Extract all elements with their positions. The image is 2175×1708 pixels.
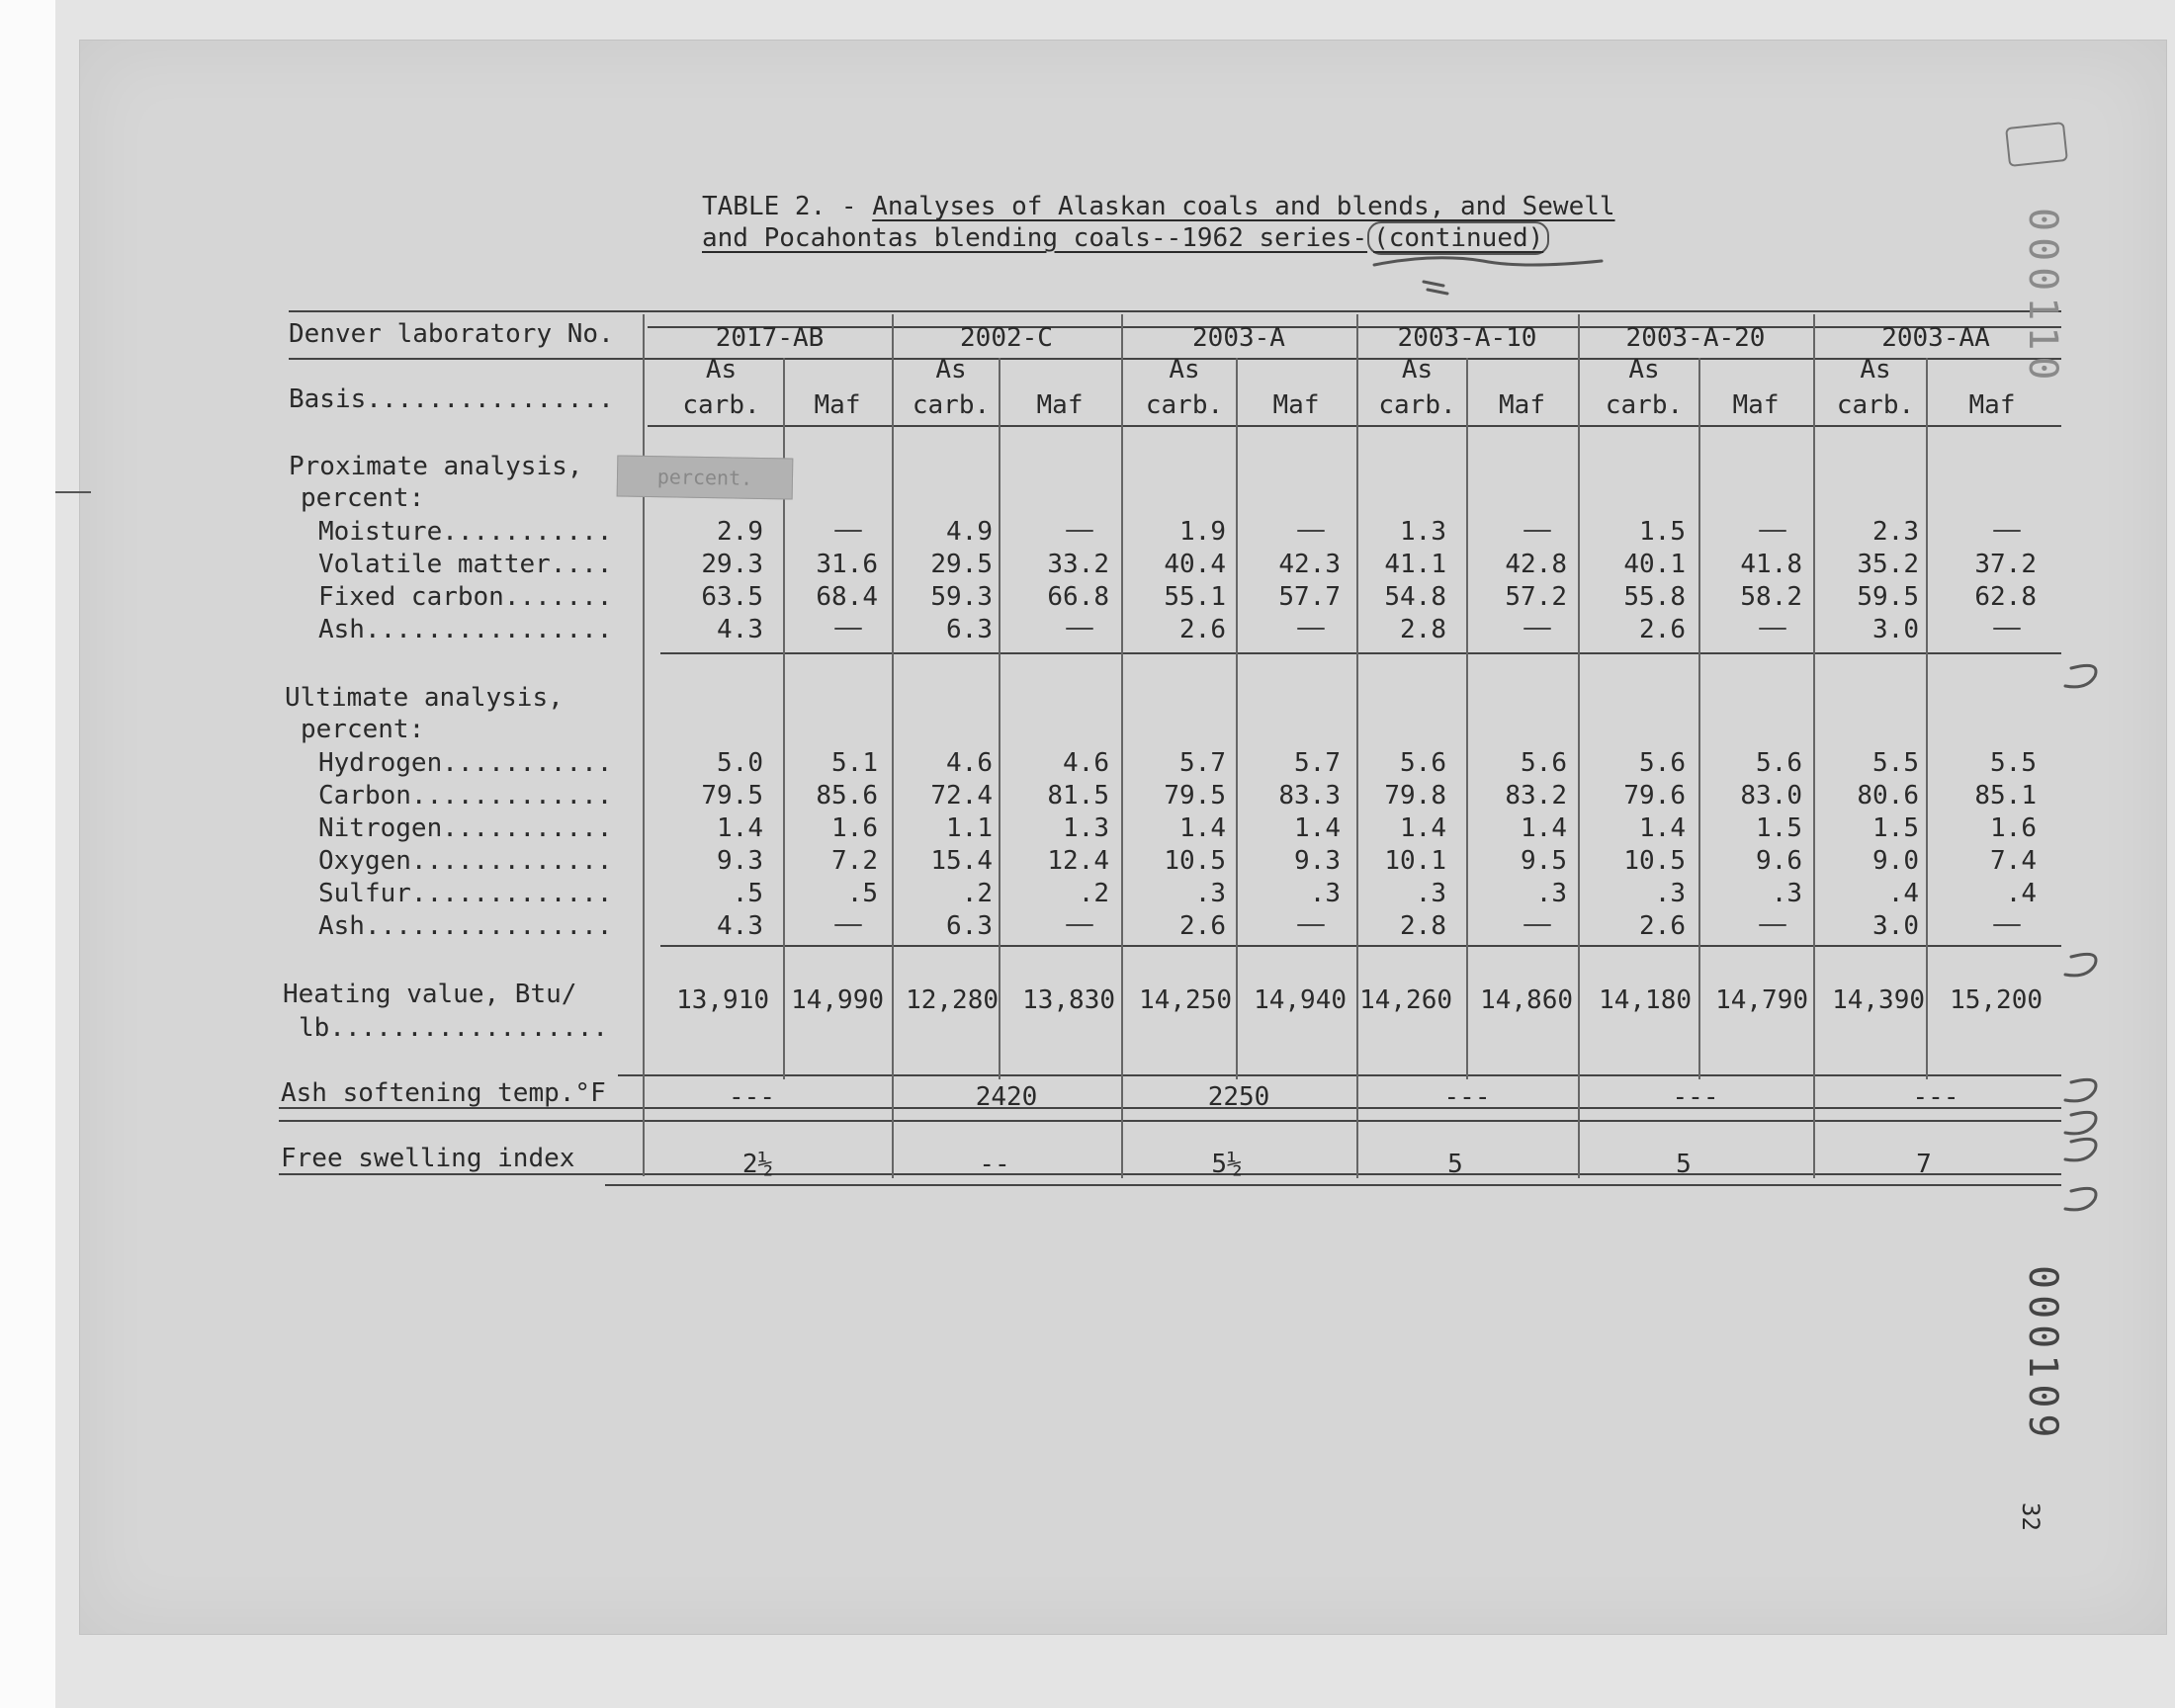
proximate-cell: 4.3 bbox=[717, 615, 763, 644]
ultimate-cell: .3 bbox=[1771, 879, 1802, 908]
sample-id-header: 2003-A bbox=[1192, 323, 1285, 353]
heating-value-cell: 13,830 bbox=[1022, 985, 1115, 1015]
lab-number-label: Denver laboratory No. bbox=[289, 319, 614, 349]
ultimate-cell: 1.3 bbox=[1063, 813, 1109, 843]
proximate-cell: 37.2 bbox=[1974, 550, 2037, 579]
proximate-cell: 66.8 bbox=[1047, 582, 1109, 612]
ultimate-row-label: Ash................ bbox=[318, 911, 613, 941]
basis-label: Basis................ bbox=[289, 384, 614, 414]
ultimate-cell: .4 bbox=[1887, 879, 1919, 908]
title-continued: (continued) bbox=[1367, 221, 1549, 255]
heating-value-cell: 14,180 bbox=[1599, 985, 1692, 1015]
ultimate-cell: 83.2 bbox=[1505, 781, 1567, 811]
proximate-cell: 63.5 bbox=[701, 582, 763, 612]
ultimate-cell: .5 bbox=[732, 879, 763, 908]
ultimate-cell: 1.5 bbox=[1756, 813, 1802, 843]
ultimate-heading: Ultimate analysis, bbox=[285, 683, 564, 713]
ultimate-cell: 5.5 bbox=[1872, 748, 1919, 778]
pen-check-mark bbox=[2065, 665, 2096, 687]
ultimate-cell: 2.6 bbox=[1639, 911, 1686, 941]
ultimate-cell: 79.8 bbox=[1384, 781, 1446, 811]
ultimate-cell: 85.6 bbox=[816, 781, 878, 811]
proximate-row-label: Moisture........... bbox=[318, 517, 613, 547]
heating-value-label: Heating value, Btu/ bbox=[283, 980, 577, 1009]
side-number: 000109 bbox=[2020, 1265, 2065, 1444]
proximate-cell: 6.3 bbox=[946, 615, 993, 644]
proximate-percent-label: percent: bbox=[301, 483, 425, 513]
ultimate-cell: 1.4 bbox=[1179, 813, 1226, 843]
proximate-cell: 41.1 bbox=[1384, 550, 1446, 579]
heating-value-cell: 14,990 bbox=[791, 985, 884, 1015]
proximate-cell: 2.3 bbox=[1872, 517, 1919, 547]
ultimate-cell: 1.4 bbox=[1400, 813, 1446, 843]
ultimate-cell: 5.6 bbox=[1639, 748, 1686, 778]
heating-value-cell: 14,390 bbox=[1832, 985, 1925, 1015]
ultimate-cell: 4.6 bbox=[946, 748, 993, 778]
ultimate-row-label: Nitrogen........... bbox=[318, 813, 613, 843]
sample-id-header: 2003-AA bbox=[1881, 323, 1990, 353]
basis-maf: Maf bbox=[1968, 390, 2016, 420]
ultimate-cell: 4.3 bbox=[717, 911, 763, 941]
basis-maf: Maf bbox=[1272, 390, 1320, 420]
proximate-cell: 55.1 bbox=[1164, 582, 1226, 612]
ultimate-cell: 10.5 bbox=[1623, 846, 1686, 876]
ultimate-cell: 1.5 bbox=[1872, 813, 1919, 843]
basis-as-carb-bottom: carb. bbox=[1378, 390, 1456, 420]
ultimate-cell: 1.1 bbox=[946, 813, 993, 843]
ultimate-cell: 5.6 bbox=[1756, 748, 1802, 778]
ultimate-cell: 10.1 bbox=[1384, 846, 1446, 876]
basis-as-carb-top: As bbox=[1401, 355, 1434, 384]
ultimate-cell: .3 bbox=[1309, 879, 1341, 908]
sample-id-header: 2003-A-20 bbox=[1625, 323, 1766, 353]
ultimate-cell: 1.6 bbox=[831, 813, 878, 843]
ultimate-cell: 9.3 bbox=[1294, 846, 1341, 876]
basis-as-carb-top: As bbox=[1860, 355, 1891, 384]
proximate-cell: 2.8 bbox=[1400, 615, 1446, 644]
free-swelling-value: 5 bbox=[1676, 1150, 1692, 1179]
ultimate-cell: .3 bbox=[1654, 879, 1686, 908]
ultimate-cell: 9.6 bbox=[1756, 846, 1802, 876]
basis-maf: Maf bbox=[1499, 390, 1545, 420]
ultimate-cell: 83.3 bbox=[1278, 781, 1341, 811]
ash-softening-value: 2420 bbox=[975, 1082, 1038, 1112]
ultimate-cell: 79.6 bbox=[1623, 781, 1686, 811]
heating-value-cell: 14,860 bbox=[1480, 985, 1573, 1015]
proximate-cell: 59.5 bbox=[1857, 582, 1919, 612]
proximate-cell: 4.9 bbox=[946, 517, 993, 547]
proximate-cell: 2.6 bbox=[1639, 615, 1686, 644]
proximate-cell: 35.2 bbox=[1857, 550, 1919, 579]
proximate-cell: 3.0 bbox=[1872, 615, 1919, 644]
ash-softening-value: 2250 bbox=[1207, 1082, 1270, 1112]
proximate-cell: 2.9 bbox=[717, 517, 763, 547]
proximate-cell: 42.3 bbox=[1278, 550, 1341, 579]
proximate-cell: 1.5 bbox=[1639, 517, 1686, 547]
basis-as-carb-bottom: carb. bbox=[1145, 390, 1224, 420]
free-swelling-label: Free swelling index bbox=[281, 1144, 575, 1173]
ultimate-cell: 1.4 bbox=[1639, 813, 1686, 843]
basis-as-carb-bottom: carb. bbox=[1836, 390, 1915, 420]
ash-softening-value: --- bbox=[729, 1082, 775, 1112]
free-swelling-value: -- bbox=[979, 1150, 1010, 1179]
pen-check-mark bbox=[2065, 1188, 2096, 1210]
sample-id-header: 2003-A-10 bbox=[1397, 323, 1537, 353]
ultimate-cell: 5.7 bbox=[1294, 748, 1341, 778]
proximate-row-label: Fixed carbon....... bbox=[318, 582, 613, 612]
ultimate-cell: 79.5 bbox=[701, 781, 763, 811]
page-number: 32 bbox=[2017, 1502, 2044, 1531]
heating-value-cell: 14,790 bbox=[1715, 985, 1808, 1015]
proximate-cell: 55.8 bbox=[1623, 582, 1686, 612]
basis-as-carb-top: As bbox=[935, 355, 967, 384]
proximate-cell: 42.8 bbox=[1505, 550, 1567, 579]
heating-value-cell: 12,280 bbox=[906, 985, 999, 1015]
ultimate-row-label: Sulfur............. bbox=[318, 879, 613, 908]
ultimate-cell: 4.6 bbox=[1063, 748, 1109, 778]
ultimate-cell: 85.1 bbox=[1974, 781, 2037, 811]
proximate-cell: 62.8 bbox=[1974, 582, 2037, 612]
ultimate-cell: 6.3 bbox=[946, 911, 993, 941]
title-line-2: and Pocahontas blending coals--1962 series- bbox=[702, 223, 1368, 253]
ash-softening-value: --- bbox=[1672, 1082, 1719, 1112]
title-prefix: TABLE 2. - bbox=[702, 192, 873, 221]
ultimate-cell: 9.3 bbox=[717, 846, 763, 876]
ultimate-cell: 1.4 bbox=[1521, 813, 1567, 843]
ultimate-cell: 9.0 bbox=[1872, 846, 1919, 876]
basis-maf: Maf bbox=[1036, 390, 1084, 420]
proximate-row-label: Volatile matter.... bbox=[318, 550, 613, 579]
ultimate-cell: .4 bbox=[2005, 879, 2037, 908]
proximate-cell: 40.1 bbox=[1623, 550, 1686, 579]
proximate-row-label: Ash................ bbox=[318, 615, 613, 644]
proximate-cell: 68.4 bbox=[816, 582, 878, 612]
proximate-cell: 58.2 bbox=[1740, 582, 1802, 612]
basis-as-carb-top: As bbox=[1169, 355, 1200, 384]
basis-maf: Maf bbox=[1732, 390, 1780, 420]
basis-as-carb-top: As bbox=[705, 355, 738, 384]
free-swelling-value: 5 bbox=[1447, 1150, 1463, 1179]
ultimate-cell: 15.4 bbox=[930, 846, 993, 876]
ultimate-cell: .2 bbox=[961, 879, 993, 908]
free-swelling-value: 5½ bbox=[1211, 1150, 1243, 1179]
proximate-cell: 31.6 bbox=[816, 550, 878, 579]
ultimate-cell: 5.1 bbox=[831, 748, 878, 778]
ultimate-cell: .5 bbox=[846, 879, 878, 908]
proximate-cell: 40.4 bbox=[1164, 550, 1226, 579]
ultimate-cell: .2 bbox=[1078, 879, 1109, 908]
ultimate-cell: 80.6 bbox=[1857, 781, 1919, 811]
sample-id-header: 2002-C bbox=[960, 323, 1053, 353]
title-line-1: Analyses of Alaskan coals and blends, and Sewell bbox=[872, 192, 1615, 221]
ultimate-cell: 5.0 bbox=[717, 748, 763, 778]
ultimate-cell: .3 bbox=[1194, 879, 1226, 908]
free-swelling-value: 2½ bbox=[741, 1150, 774, 1179]
proximate-cell: 59.3 bbox=[930, 582, 993, 612]
ultimate-percent-label: percent: bbox=[301, 715, 425, 744]
ultimate-cell: .3 bbox=[1415, 879, 1446, 908]
proximate-cell: 33.2 bbox=[1047, 550, 1109, 579]
heating-value-cell: 14,940 bbox=[1254, 985, 1347, 1015]
ultimate-cell: 83.0 bbox=[1740, 781, 1802, 811]
pen-check-mark bbox=[2065, 954, 2096, 976]
ultimate-cell: .3 bbox=[1535, 879, 1567, 908]
ultimate-cell: 1.6 bbox=[1990, 813, 2037, 843]
proximate-cell: 1.9 bbox=[1179, 517, 1226, 547]
ultimate-cell: 2.8 bbox=[1400, 911, 1446, 941]
free-swelling-value: 7 bbox=[1916, 1150, 1932, 1179]
pen-check-mark bbox=[2065, 1079, 2096, 1101]
ultimate-cell: 81.5 bbox=[1047, 781, 1109, 811]
ash-softening-label: Ash softening temp.°F bbox=[281, 1078, 606, 1108]
ultimate-row-label: Carbon............. bbox=[318, 781, 613, 811]
ultimate-cell: 7.2 bbox=[831, 846, 878, 876]
ultimate-cell: 79.5 bbox=[1164, 781, 1226, 811]
ash-softening-value: --- bbox=[1912, 1082, 1959, 1112]
proximate-cell: 1.3 bbox=[1400, 517, 1446, 547]
proximate-cell: 41.8 bbox=[1740, 550, 1802, 579]
ultimate-row-label: Hydrogen........... bbox=[318, 748, 613, 778]
basis-as-carb-bottom: carb. bbox=[1605, 390, 1684, 420]
heating-value-cell: 14,260 bbox=[1359, 985, 1452, 1015]
basis-as-carb-top: As bbox=[1628, 355, 1660, 384]
ultimate-cell: 5.6 bbox=[1400, 748, 1446, 778]
ultimate-row-label: Oxygen............. bbox=[318, 846, 613, 876]
sample-id-header: 2017-AB bbox=[715, 323, 825, 353]
ultimate-cell: 2.6 bbox=[1179, 911, 1226, 941]
heating-value-unit: lb.................. bbox=[299, 1013, 609, 1043]
proximate-cell: 29.3 bbox=[701, 550, 763, 579]
basis-as-carb-bottom: carb. bbox=[912, 390, 991, 420]
proximate-cell: 57.2 bbox=[1505, 582, 1567, 612]
ultimate-cell: 3.0 bbox=[1872, 911, 1919, 941]
ultimate-cell: 5.7 bbox=[1179, 748, 1226, 778]
ultimate-cell: 10.5 bbox=[1164, 846, 1226, 876]
ultimate-cell: 1.4 bbox=[1294, 813, 1341, 843]
proximate-cell: 57.7 bbox=[1278, 582, 1341, 612]
basis-maf: Maf bbox=[814, 390, 861, 420]
ultimate-cell: 7.4 bbox=[1990, 846, 2037, 876]
heating-value-cell: 14,250 bbox=[1139, 985, 1232, 1015]
ultimate-cell: 12.4 bbox=[1047, 846, 1109, 876]
stamped-word: percent. bbox=[617, 455, 794, 499]
ultimate-cell: 9.5 bbox=[1521, 846, 1567, 876]
basis-as-carb-bottom: carb. bbox=[682, 390, 760, 420]
ultimate-cell: 5.6 bbox=[1521, 748, 1567, 778]
proximate-cell: 29.5 bbox=[930, 550, 993, 579]
ultimate-cell: 5.5 bbox=[1990, 748, 2037, 778]
ultimate-cell: 72.4 bbox=[930, 781, 993, 811]
pen-check-mark bbox=[2065, 1139, 2096, 1160]
heating-value-cell: 15,200 bbox=[1950, 985, 2043, 1015]
proximate-cell: 2.6 bbox=[1179, 615, 1226, 644]
ash-softening-value: --- bbox=[1443, 1082, 1491, 1112]
proximate-heading: Proximate analysis, bbox=[289, 452, 583, 481]
proximate-cell: 54.8 bbox=[1384, 582, 1446, 612]
ultimate-cell: 1.4 bbox=[717, 813, 763, 843]
heating-value-cell: 13,910 bbox=[676, 985, 769, 1015]
pen-check-mark bbox=[2065, 1112, 2096, 1134]
side-number-light: 000110 bbox=[2020, 208, 2065, 386]
